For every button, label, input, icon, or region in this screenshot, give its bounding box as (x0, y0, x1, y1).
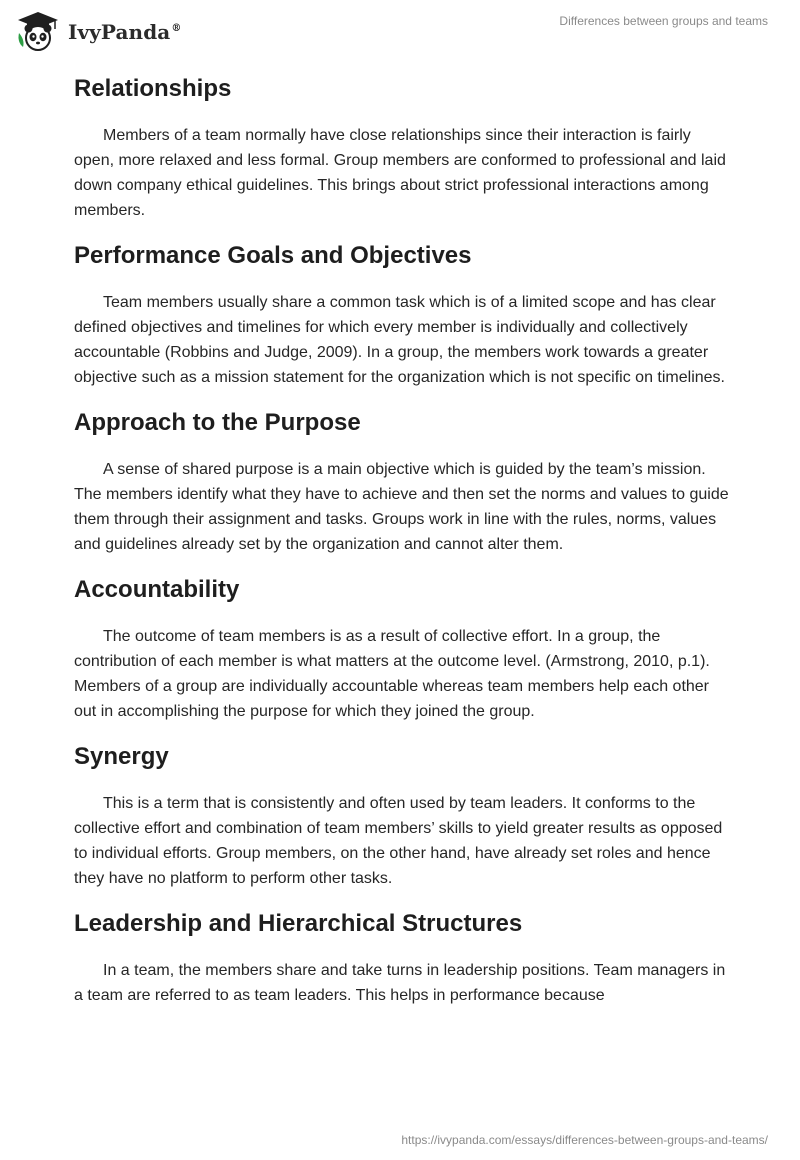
section-paragraph: In a team, the members share and take turns in leadership positions. Team managers in a team are referred to as team leaders. This helps in performance because (74, 962, 726, 1004)
panda-logo-icon (16, 9, 60, 53)
section-paragraph: The outcome of team members is as a result of collective effort. In a group, the contribution of each member is what matters at the outcome level. (Armstrong, 2010, p.1). Members of a group are individually accountable whereas team members help each other out in accomplishing the purpose for which they joined the group. (74, 628, 710, 720)
logo-text: IvyPanda (68, 20, 171, 44)
section-performance-goals (74, 233, 734, 400)
section-accountability (74, 567, 734, 734)
section-synergy (74, 734, 734, 901)
page-header (0, 0, 800, 60)
section-paragraph: A sense of shared purpose is a main objective which is guided by the team’s mission. The members identify what they have to achieve and then set the norms and values to guide them through their assignment and tasks. Groups work in line with the rules, norms, values and guidelines already set by the organization and cannot alter them. (74, 461, 729, 553)
section-heading: Leadership and Hierarchical Structures (74, 910, 523, 937)
document-title: Differences between groups and teams (559, 14, 768, 28)
section-approach-to-purpose (74, 400, 734, 567)
logo-wordmark (68, 20, 181, 44)
registered-mark: ® (171, 23, 182, 35)
section-relationships (74, 66, 734, 233)
source-url[interactable]: https://ivypanda.com/essays/differences-between-groups-and-teams/ (401, 1133, 768, 1147)
section-leadership (74, 901, 734, 1018)
section-heading: Relationships (74, 75, 232, 102)
ivypanda-logo[interactable] (16, 9, 181, 53)
section-heading: Performance Goals and Objectives (74, 242, 472, 269)
section-heading: Accountability (74, 576, 240, 603)
section-heading: Approach to the Purpose (74, 409, 361, 436)
section-paragraph: Members of a team normally have close relationships since their interaction is fairly open, more relaxed and less formal. Group members are conformed to professional and laid down company ethical guidelines. This brings about strict professional interactions among members. (74, 127, 726, 219)
section-paragraph: This is a term that is consistently and often used by team leaders. It conforms to the collective effort and combination of team members’ skills to yield greater results as opposed to individual efforts. Group members, on the other hand, have already set roles and hence they have no platform to perform other tasks. (74, 795, 723, 887)
section-heading: Synergy (74, 743, 169, 770)
section-paragraph: Team members usually share a common task which is of a limited scope and has clear defined objectives and timelines for which every member is individually and collectively accountable (Robbins and Judge, 2009). In a group, the members work towards a greater objective such as a mission statement for the organization which is not specific on timelines. (74, 294, 725, 386)
essay-content (74, 66, 734, 1018)
